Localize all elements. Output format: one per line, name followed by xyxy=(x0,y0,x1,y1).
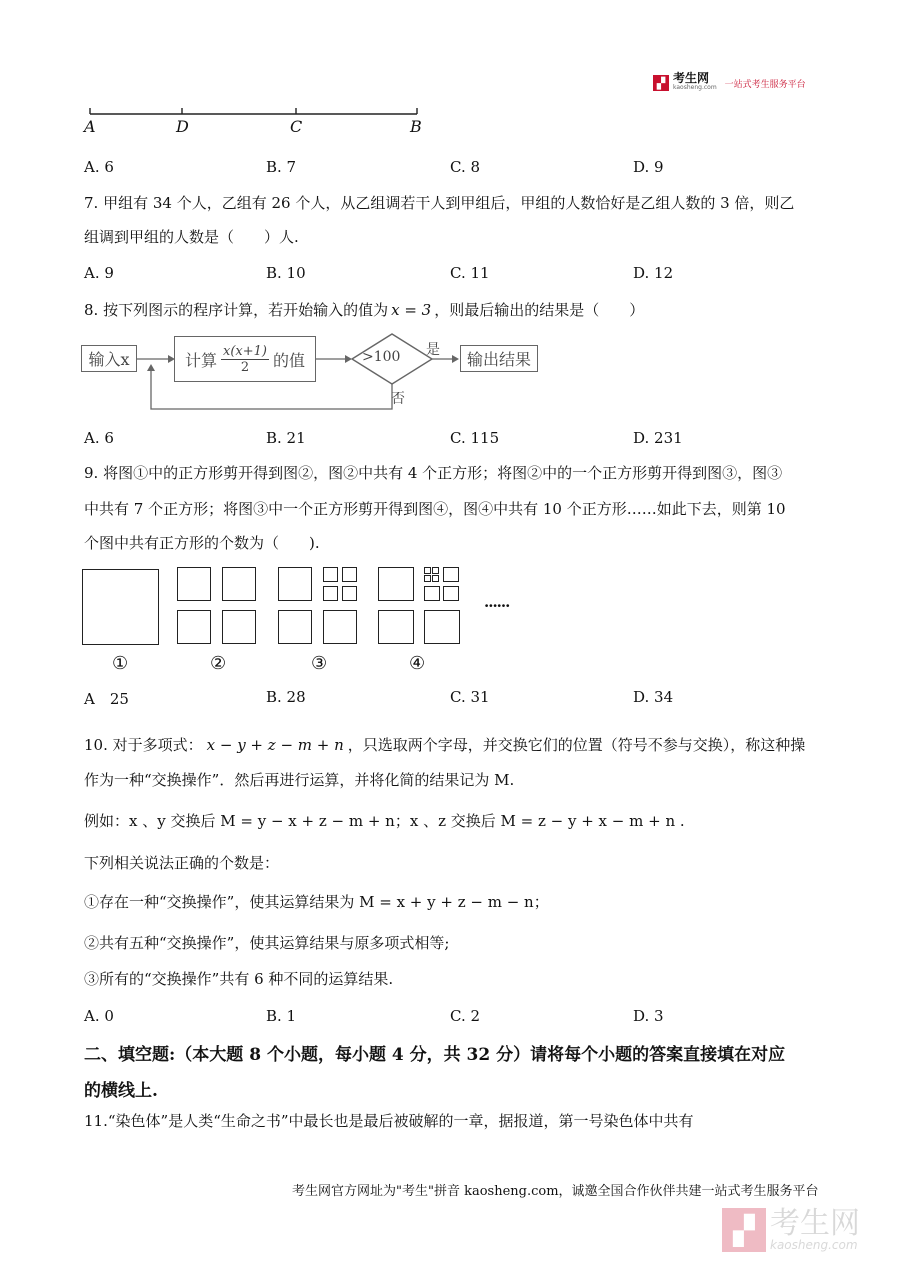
number-line-label-c: C xyxy=(290,117,303,136)
header-logo xyxy=(653,73,806,93)
flow-calc-prefix: 计算 xyxy=(184,350,217,370)
logo-badge-icon: ▞ xyxy=(653,75,669,91)
fig3-small-square xyxy=(342,586,357,601)
number-line-label-d: D xyxy=(176,117,189,136)
q10-text-a: 10. 对于多项式： xyxy=(84,736,203,754)
q8-line1 xyxy=(84,299,644,321)
fig4-small-square xyxy=(443,567,459,582)
q8-math: x = 3 xyxy=(391,301,432,319)
q7-line1: 7. 甲组有 34 个人，乙组有 26 个人，从乙组调若干人到甲组后，甲组的人数恰好是乙组人数的 3 倍，则乙 xyxy=(84,194,795,212)
q9-line2: 中共有 7 个正方形；将图③中一个正方形剪开得到图④，图④中共有 10 个正方形……如此下去，则第 10 xyxy=(84,500,786,518)
logo-cn: 考生网 xyxy=(673,71,710,85)
fig4-small-square xyxy=(443,586,459,601)
logo-slogan: 一站式考生服务平台 xyxy=(724,79,806,90)
q9-option-b: B. 28 xyxy=(266,688,306,706)
fig4-tiny-square xyxy=(424,567,431,574)
q10-statement-3: ③所有的“交换操作”共有 6 种不同的运算结果. xyxy=(84,970,394,988)
flow-calc-box xyxy=(174,336,316,382)
q9-option-a: A 25 xyxy=(84,690,129,708)
watermark-en: kaosheng.com xyxy=(770,1238,858,1252)
fig4-square xyxy=(424,610,460,644)
fig2-square xyxy=(177,567,211,601)
q6-option-a: A. 6 xyxy=(84,158,114,176)
fig3-small-square xyxy=(323,567,338,582)
number-line-figure xyxy=(80,104,430,138)
fig-ellipsis: ...... xyxy=(484,593,510,611)
fig3-small-square xyxy=(342,567,357,582)
q10-option-a: A. 0 xyxy=(84,1007,114,1025)
fig4-square xyxy=(378,610,414,644)
q7-option-b: B. 10 xyxy=(266,264,306,282)
q10-text-b: ，只选取两个字母，并交换它们的位置（符号不参与交换），称这种操 xyxy=(347,736,806,754)
q10-statement-2: ②共有五种“交换操作”，使其运算结果与原多项式相等; xyxy=(84,934,450,952)
fig3-square xyxy=(278,567,312,601)
flow-output-box xyxy=(460,345,538,372)
q11-line1: 11.“染色体”是人类“生命之书”中最长也是最后被破解的一章，据报道，第一号染色体中共有 xyxy=(84,1112,694,1130)
q8-option-d: D. 231 xyxy=(633,429,683,447)
q10-option-b: B. 1 xyxy=(266,1007,297,1025)
number-line-label-b: B xyxy=(410,117,422,136)
flow-yes-label: 是 xyxy=(426,342,440,358)
q10-line1 xyxy=(84,734,805,756)
q10-math: x − y + z − m + n xyxy=(206,736,344,754)
q6-option-b: B. 7 xyxy=(266,158,297,176)
q9-line1: 9. 将图①中的正方形剪开得到图②，图②中共有 4 个正方形；将图②中的一个正方形剪开得到图③，图③ xyxy=(84,464,783,482)
watermark-cn: 考生网 xyxy=(770,1206,860,1241)
q7-option-d: D. 12 xyxy=(633,264,674,282)
flow-no-label: 否 xyxy=(391,391,405,407)
flow-decision-label: >100 xyxy=(362,349,401,365)
q9-option-d: D. 34 xyxy=(633,688,674,706)
fig3-square xyxy=(323,610,357,644)
flow-output-label: 输出结果 xyxy=(466,350,531,369)
flow-input-box xyxy=(81,345,137,372)
q6-option-c: C. 8 xyxy=(450,158,481,176)
section2-heading-line2: 的横线上. xyxy=(84,1081,158,1101)
flow-input-label: 输入x xyxy=(88,350,130,369)
q8-text-b: ，则最后输出的结果是（ ） xyxy=(434,301,645,319)
watermark xyxy=(722,1208,860,1252)
q8-text-a: 8. 按下列图示的程序计算，若开始输入的值为 xyxy=(84,301,389,319)
q10-line2: 作为一种“交换操作”．然后再进行运算，并将化简的结果记为 M. xyxy=(84,771,515,789)
flow-calc-suffix: 的值 xyxy=(272,350,305,370)
q9-option-c: C. 31 xyxy=(450,688,490,706)
q7-option-a: A. 9 xyxy=(84,264,114,282)
section2-heading-line1: 二、填空题:（本大题 8 个小题，每小题 4 分，共 32 分）请将每个小题的答案直接填在对应 xyxy=(84,1045,786,1065)
fig1-label: ① xyxy=(112,653,129,674)
fig2-label: ② xyxy=(210,653,227,674)
q6-option-d: D. 9 xyxy=(633,158,664,176)
q8-option-b: B. 21 xyxy=(266,429,306,447)
q10-intro: 下列相关说法正确的个数是： xyxy=(84,854,280,872)
flow-calc-numerator: x(x+1) xyxy=(223,343,267,359)
q10-example: 例如：x 、y 交换后 M = y − x + z − m + n；x 、z 交换后 M = z − y + x − m + n . xyxy=(84,812,685,830)
number-line-label-a: A xyxy=(84,117,96,136)
q10-option-d: D. 3 xyxy=(633,1007,664,1025)
fig2-square xyxy=(177,610,211,644)
q10-option-c: C. 2 xyxy=(450,1007,481,1025)
fig3-small-square xyxy=(323,586,338,601)
fig4-label: ④ xyxy=(409,653,426,674)
q7-option-c: C. 11 xyxy=(450,264,490,282)
fig3-label: ③ xyxy=(311,653,328,674)
fig4-small-square xyxy=(424,586,440,601)
fig2-square xyxy=(222,610,256,644)
fig4-tiny-square xyxy=(432,575,439,582)
q7-line2: 组调到甲组的人数是（ ）人. xyxy=(84,228,299,246)
logo-en: kaosheng.com xyxy=(673,84,717,91)
fig4-tiny-square xyxy=(424,575,431,582)
q8-option-c: C. 115 xyxy=(450,429,500,447)
footer-text: 考生网官方网址为"考生"拼音 kaosheng.com，诚邀全国合作伙伴共建一站式考生服务平台 xyxy=(292,1184,819,1199)
q10-statement-1: ①存在一种“交换操作”，使其运算结果为 M = x + y + z − m − n； xyxy=(84,893,549,911)
fig3-square xyxy=(278,610,312,644)
flow-calc-fraction xyxy=(221,344,269,375)
fig4-tiny-square xyxy=(432,567,439,574)
fig4-square xyxy=(378,567,414,601)
fig1-square xyxy=(82,569,159,645)
flow-calc-denominator: 2 xyxy=(240,359,250,375)
watermark-logo-icon: ▞ xyxy=(722,1208,766,1252)
q9-line3: 个图中共有正方形的个数为（ ). xyxy=(84,534,320,552)
fig2-square xyxy=(222,567,256,601)
q8-option-a: A. 6 xyxy=(84,429,114,447)
